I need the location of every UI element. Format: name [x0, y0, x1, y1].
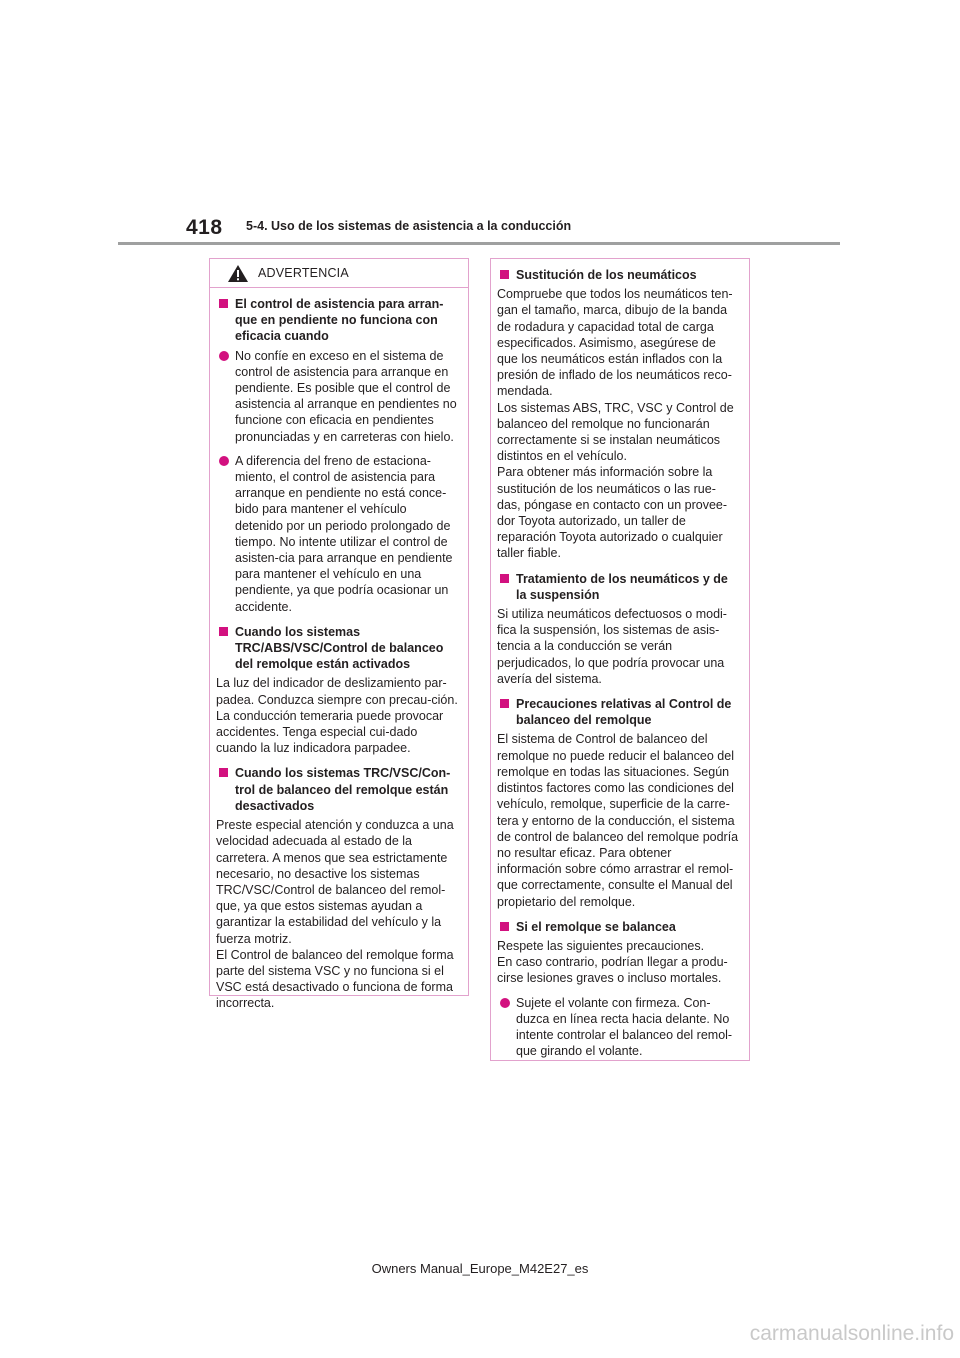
- warning-section: [497, 267, 739, 562]
- warning-header: [210, 259, 468, 288]
- section-heading: El control de asistencia para arran-que en pendiente no funciona con eficacia cuando: [216, 296, 458, 345]
- header-rule: [118, 242, 840, 245]
- section-heading: Si el remolque se balancea: [497, 919, 739, 935]
- warning-section: [216, 624, 458, 757]
- section-heading: Cuando los sistemas TRC/ABS/VSC/Control de balanceo del remolque están activados: [216, 624, 458, 673]
- section-text: El sistema de Control de balanceo del remolque no puede reducir el balanceo del remolque en todas las situaciones. Según distintos factores como las condiciones del vehículo, remolque, superficie de la carre-tera y entorno de la conducción, el sistema de control de balanceo del remolque podría no resultar eficaz. Para obtener información sobre cómo arrastrar el remol-que correctamente, consulte el Manual del propietario del remolque.: [497, 732, 739, 909]
- footer-text: Owners Manual_Europe_M42E27_es: [371, 1261, 589, 1276]
- section-text: Respete las siguientes precauciones. En caso contrario, podrían llegar a produ-cirse lesiones graves o incluso mortales.: [497, 938, 728, 986]
- bullet-item: A diferencia del freno de estaciona-miento, el control de asistencia para arranque en pendiente no está conce-bido para mantener el vehículo detenido por un periodo prolongado de tiempo. No intente utilizar el control de asisten-cia para arranque en pendiente para mantener el vehículo en una pendiente, ya que podría ocasionar un accidente.: [216, 453, 458, 615]
- section-text: Compruebe que todos los neumáticos ten-gan el tamaño, marca, dibujo de la banda de rodadura y capacidad total de carga especificados. Asimismo, asegúrese de que los neumáticos están inflados con la presión de inflado de los neumáticos reco-mendada. Los sistemas ABS, TRC, VSC y Control de balanceo del remolque no funcionarán correctamente si se instalan neumáticos distintos en el vehículo. Para obtener más información sobre la sustitución de los neumáticos o las rue-das, póngase en contacto con un provee-dor Toyota autorizado, un taller de reparación Toyota autorizado o cualquier taller fiable.: [497, 287, 734, 561]
- warning-section: [216, 765, 458, 1011]
- section-heading: Sustitución de los neumáticos: [497, 267, 739, 283]
- warning-box-continued: [490, 258, 750, 1061]
- section-text: La luz del indicador de deslizamiento par-padea. Conduzca siempre con precau-ción. La conducción temeraria puede provocar accidentes. Tenga especial cui-dado cuando la luz indicadora parpadee.: [216, 676, 458, 756]
- warning-section: [497, 696, 739, 910]
- bullet-item: Sujete el volante con firmeza. Con-duzca en línea recta hacia delante. No intente controlar el balanceo del remol-que girando el volante.: [497, 995, 739, 1060]
- warning-section: [216, 296, 458, 615]
- section-heading: Precauciones relativas al Control de balanceo del remolque: [497, 696, 739, 728]
- warning-section: [497, 571, 739, 687]
- warning-box: [209, 258, 469, 1011]
- section-title: 5-4. Uso de los sistemas de asistencia a la conducción: [246, 219, 572, 233]
- watermark: carmanualsonline.info: [749, 1322, 954, 1345]
- section-heading: Cuando los sistemas TRC/VSC/Con-trol de balanceo del remolque están desactivados: [216, 765, 458, 814]
- bullet-item: No confíe en exceso en el sistema de control de asistencia para arranque en pendiente. Es posible que el control de asistencia al arranque en pendientes no funcione con eficacia en pendientes pronunciadas y en carreteras con hielo.: [216, 348, 458, 445]
- section-text: Si utiliza neumáticos defectuosos o modi-fica la suspensión, los sistemas de asis-tencia a la conducción se verán perjudicados, lo que podría provocar una avería del sistema.: [497, 607, 727, 686]
- section-text: Preste especial atención y conduzca a una velocidad adecuada al estado de la carretera. A menos que sea estrictamente necesario, no desactive los sistemas TRC/VSC/Control de balanceo del remol-que, ya que estos sistemas ayudan a garantizar la estabilidad del vehículo y la fuerza motriz. El Control de balanceo del remolque forma parte del sistema VSC y no funciona si el VSC está desactivado o funciona de forma incorrecta.: [216, 818, 454, 1011]
- section-heading: Tratamiento de los neumáticos y de la suspensión: [497, 571, 739, 603]
- warning-section: [497, 919, 739, 1060]
- warning-icon: [227, 264, 249, 283]
- warning-label: ADVERTENCIA: [258, 266, 349, 280]
- page-number: 418: [186, 216, 223, 239]
